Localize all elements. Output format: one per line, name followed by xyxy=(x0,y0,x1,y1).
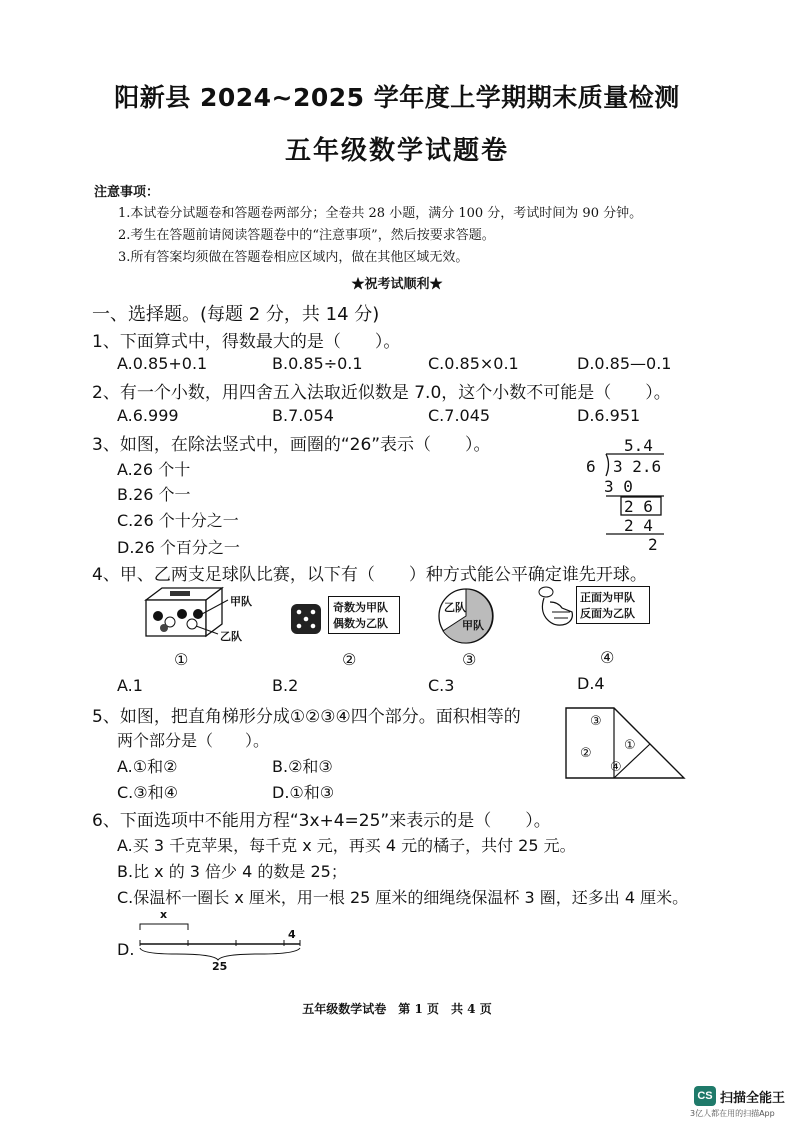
spinner-figure xyxy=(436,586,496,646)
coin-rule-tails: 反面为乙队 xyxy=(580,607,635,620)
division-step1: 3 0 xyxy=(604,477,633,496)
long-division-figure xyxy=(580,436,670,554)
question-2-stem: 2、有一个小数，用四舍五入法取近似数是 7.0，这个小数不可能是（ ）。 xyxy=(92,383,671,403)
exam-subtitle: 五年级数学试题卷 xyxy=(284,136,509,166)
box-label-team-a: 甲队 xyxy=(230,595,252,608)
section-heading: 一、选择题。(每题 2 分，共 14 分) xyxy=(92,304,380,325)
question-5-stem-line1: 5、如图，把直角梯形分成①②③④四个部分。面积相等的 xyxy=(92,707,521,727)
page-footer: 五年级数学试卷 第 1 页 共 4 页 xyxy=(302,1002,492,1016)
part-3-mark: ③ xyxy=(590,714,602,729)
lottery-box-figure xyxy=(140,586,260,646)
q3-option-c: C.26 个十分之一 xyxy=(117,511,239,530)
good-luck-line: ★祝考试顺利★ xyxy=(351,277,443,292)
scanner-brand: 扫描全能王 xyxy=(720,1091,786,1106)
q3-option-b: B.26 个一 xyxy=(117,485,191,504)
notice-item: 3.所有答案均须做在答题卷相应区域内，做在其他区域无效。 xyxy=(118,250,469,265)
q3-option-d: D.26 个百分之一 xyxy=(117,538,240,557)
q2-option-a: A.6.999 xyxy=(117,406,179,425)
q4-option-a: A.1 xyxy=(117,676,143,695)
q1-option-c: C.0.85×0.1 xyxy=(428,354,519,373)
dice-rule-even: 偶数为乙队 xyxy=(333,617,388,630)
notice-item: 2.考生在答题前请阅读答题卷中的“注意事项”，然后按要求答题。 xyxy=(118,228,495,243)
q6-option-d-label: D. xyxy=(117,940,135,959)
figure-number-4: ④ xyxy=(600,648,615,667)
q1-option-b: B.0.85÷0.1 xyxy=(272,354,363,373)
coin-rule-heads: 正面为甲队 xyxy=(580,591,635,604)
q4-option-c: C.3 xyxy=(428,676,455,695)
division-step3: 2 4 xyxy=(624,516,653,535)
question-3-stem: 3、如图，在除法竖式中，画圈的“26”表示（ ）。 xyxy=(92,435,491,455)
figure-number-3: ③ xyxy=(462,650,477,669)
part-4-mark: ④ xyxy=(610,760,622,775)
q2-option-b: B.7.054 xyxy=(272,406,334,425)
segment-label-x: x xyxy=(160,908,168,921)
question-1-stem: 1、下面算式中，得数最大的是（ ）。 xyxy=(92,332,401,352)
figure-number-1: ① xyxy=(174,650,189,669)
q6-option-b: B.比 x 的 3 倍少 4 的数是 25； xyxy=(117,862,347,881)
q2-option-d: D.6.951 xyxy=(577,406,641,425)
q5-option-a: A.①和② xyxy=(117,757,178,776)
q3-option-a: A.26 个十 xyxy=(117,460,191,479)
notice-heading: 注意事项： xyxy=(94,185,160,200)
q6-option-c: C.保温杯一圈长 x 厘米，用一根 25 厘米的细绳绕保温杯 3 圈，还多出 4 厘米。 xyxy=(117,888,689,907)
scanner-slogan: 3亿人都在用的扫描App xyxy=(690,1109,775,1118)
q5-option-b: B.②和③ xyxy=(272,757,333,776)
q2-option-c: C.7.045 xyxy=(428,406,491,425)
coin-toss-figure xyxy=(536,584,676,636)
division-circled-26: 2 6 xyxy=(624,497,653,516)
exam-title: 阳新县 2024~2025 学年度上学期期末质量检测 xyxy=(114,83,680,112)
division-remainder: 2 xyxy=(648,535,658,554)
q1-option-a: A.0.85+0.1 xyxy=(117,354,208,373)
figure-number-2: ② xyxy=(342,650,357,669)
question-5-stem-line2: 两个部分是（ ）。 xyxy=(117,731,270,750)
q4-option-d: D.4 xyxy=(577,674,605,693)
scanner-logo: CS xyxy=(694,1086,716,1106)
question-6-stem: 6、下面选项中不能用方程“3x+4=25”来表示的是（ ）。 xyxy=(92,811,551,831)
box-label-team-b: 乙队 xyxy=(220,630,242,643)
spinner-label-team-b: 乙队 xyxy=(444,601,466,614)
segment-diagram xyxy=(136,908,336,972)
spinner-label-team-a: 甲队 xyxy=(462,619,484,632)
q4-option-b: B.2 xyxy=(272,676,299,695)
part-2-mark: ② xyxy=(580,746,592,761)
division-quotient: 5.4 xyxy=(624,436,653,455)
question-4-stem: 4、甲、乙两支足球队比赛，以下有（ ）种方式能公平确定谁先开球。 xyxy=(92,565,647,585)
division-divisor: 6 xyxy=(586,457,596,476)
q1-option-d: D.0.85—0.1 xyxy=(577,354,672,373)
q5-option-d: D.①和③ xyxy=(272,783,335,802)
segment-label-4: 4 xyxy=(288,928,296,941)
q6-option-a: A.买 3 千克苹果，每千克 x 元，再买 4 元的橘子，共付 25 元。 xyxy=(117,836,576,855)
division-dividend: 3 2.6 xyxy=(613,457,662,476)
segment-label-25: 25 xyxy=(212,960,228,973)
q5-option-c: C.③和④ xyxy=(117,783,178,802)
dice-figure xyxy=(288,596,400,642)
part-1-mark: ① xyxy=(624,738,636,753)
notice-item: 1.本试卷分试题卷和答题卷两部分；全卷共 28 小题，满分 100 分，考试时间为 90 分钟。 xyxy=(118,206,643,221)
dice-rule-odd: 奇数为甲队 xyxy=(333,601,388,614)
trapezoid-figure xyxy=(562,704,688,780)
